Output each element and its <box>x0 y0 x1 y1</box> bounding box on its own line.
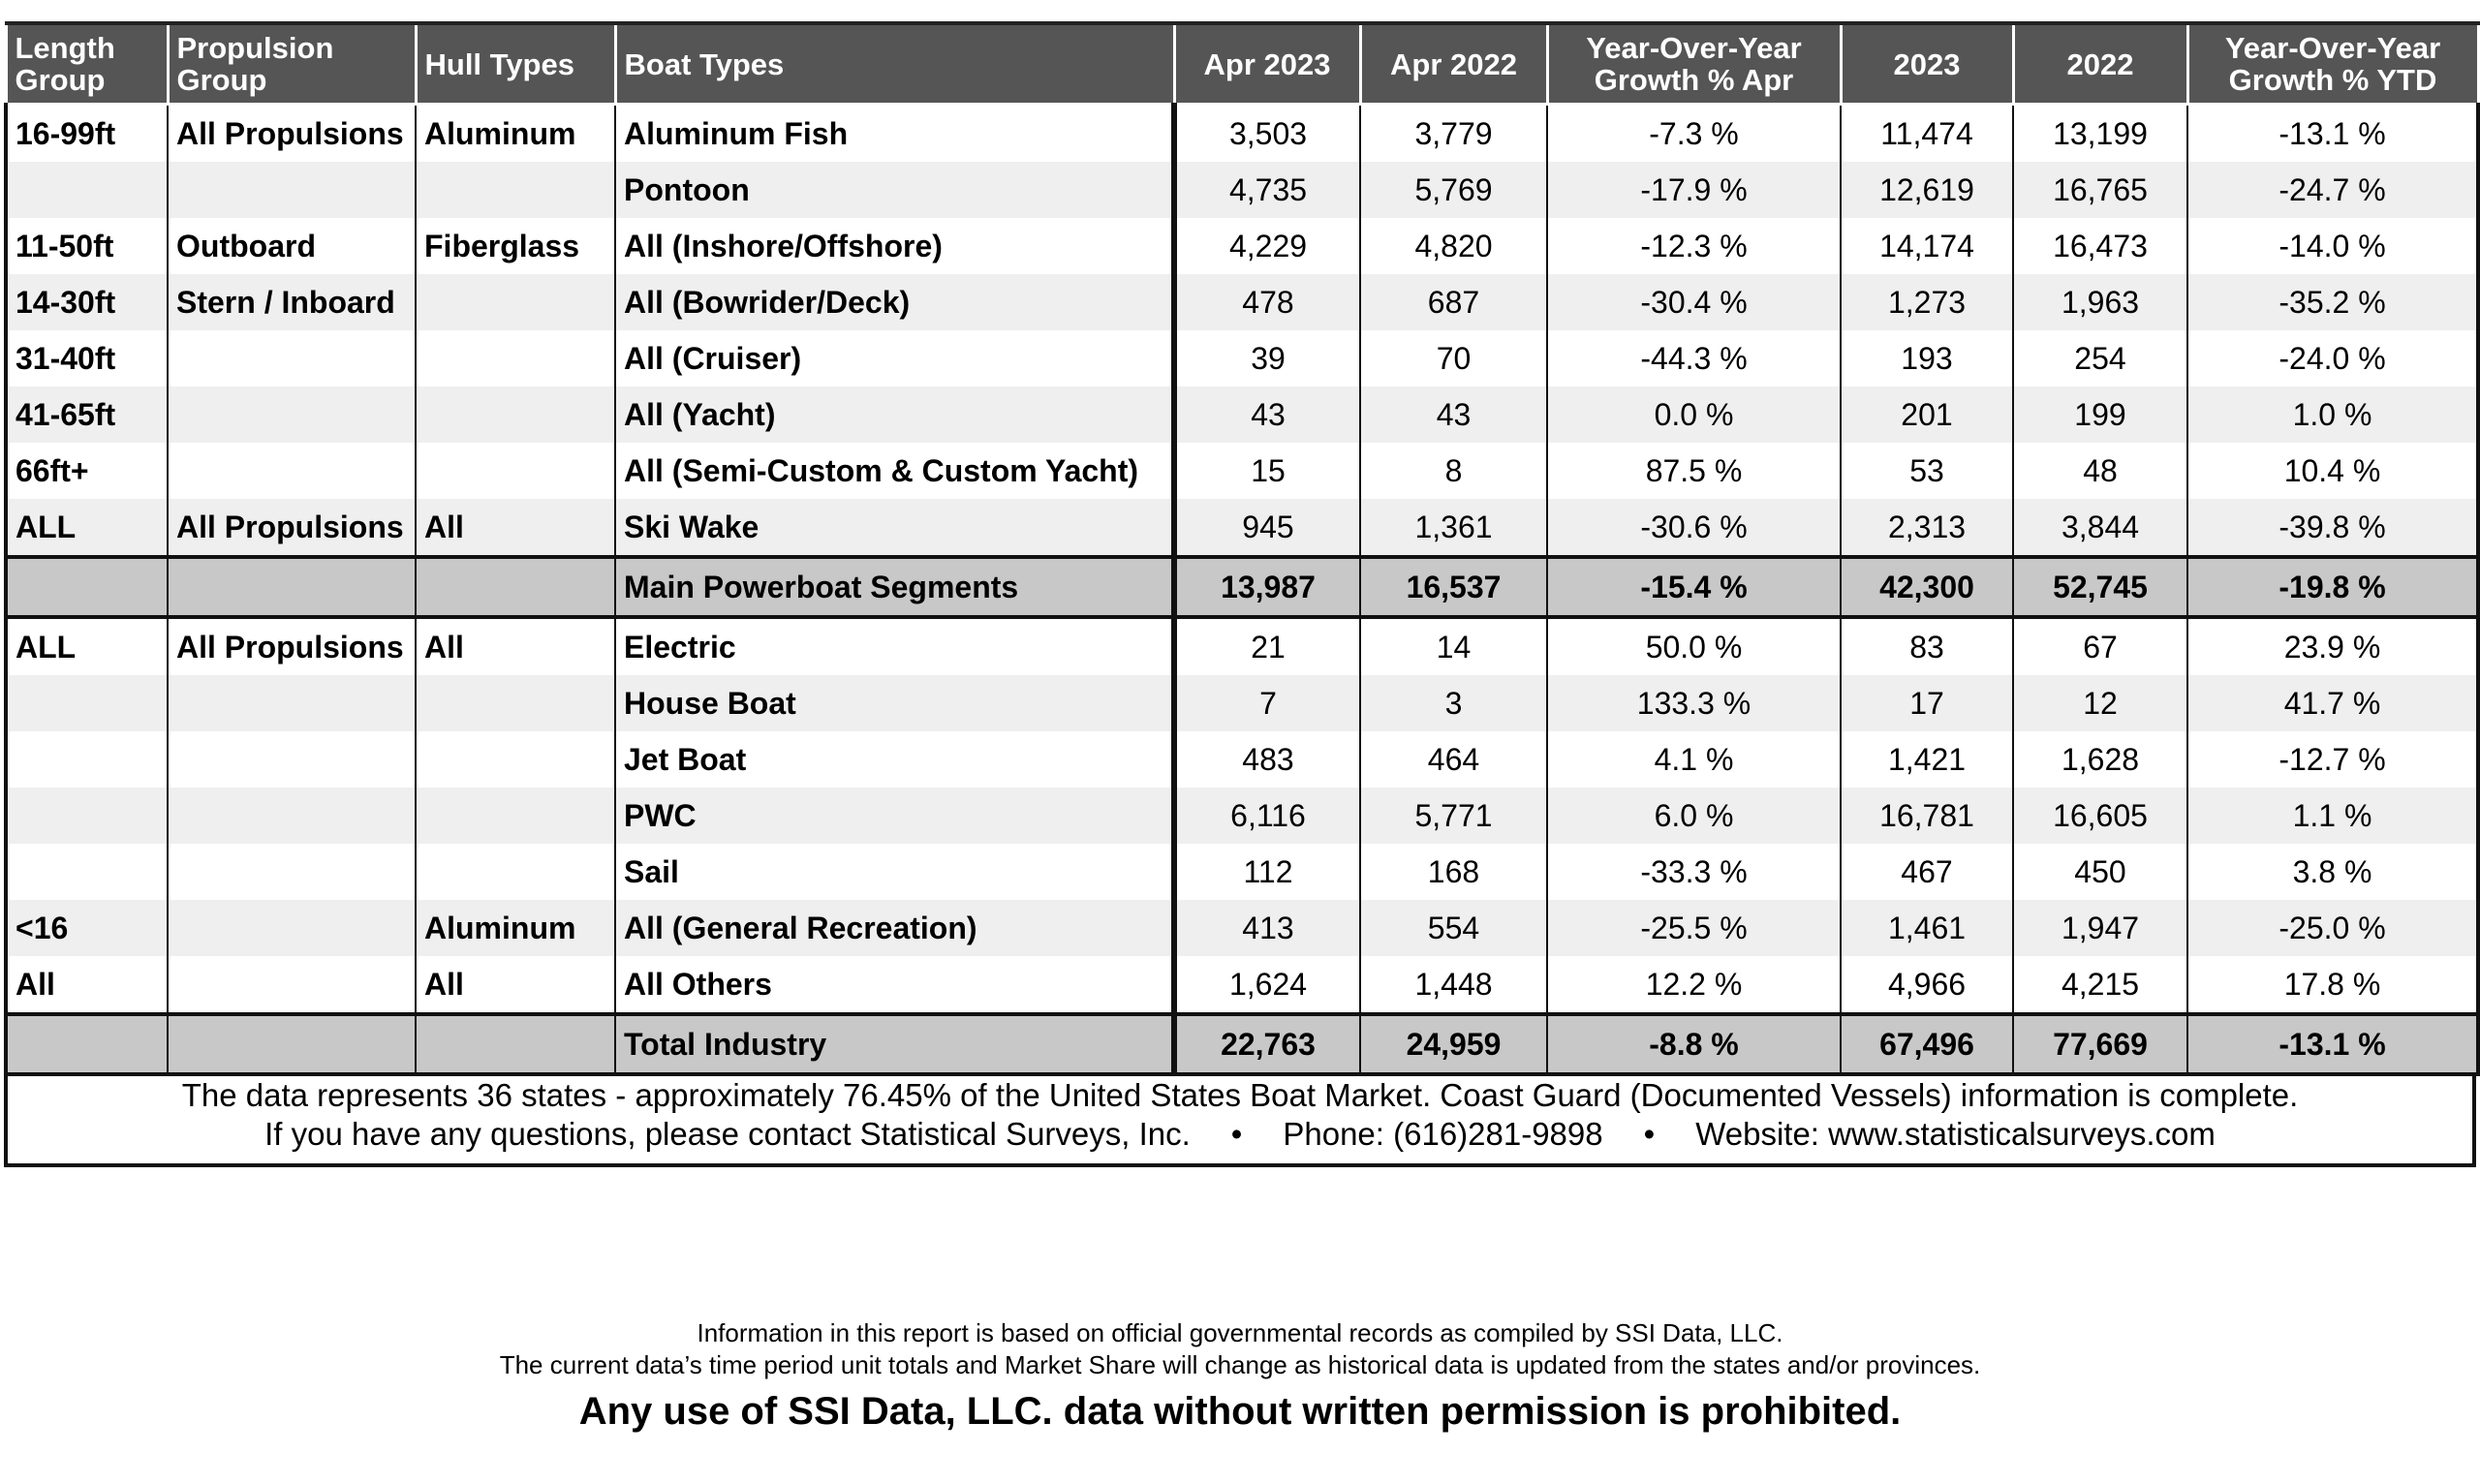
cell-yoy-growth-apr: 133.3 % <box>1547 675 1841 731</box>
table-row <box>6 675 2478 731</box>
cell-length-group: 66ft+ <box>6 443 168 499</box>
summary-ytd-2023: 42,300 <box>1841 557 2013 617</box>
cell-length-group <box>6 844 168 900</box>
summary-apr-2023: 22,763 <box>1174 1014 1360 1074</box>
cell-boat-type: All (Semi-Custom & Custom Yacht) <box>615 443 1174 499</box>
cell-ytd-2023: 17 <box>1841 675 2013 731</box>
cell-ytd-2022: 16,473 <box>2013 218 2187 274</box>
cell-hull-type: All <box>416 956 615 1014</box>
cell-boat-type: Pontoon <box>615 162 1174 218</box>
cell-boat-type: PWC <box>615 788 1174 844</box>
cell-ytd-2023: 2,313 <box>1841 499 2013 557</box>
header-ytd-2023: 2023 <box>1841 23 2013 105</box>
summary-yoy-growth-apr: -8.8 % <box>1547 1014 1841 1074</box>
cell-yoy-growth-apr: -17.9 % <box>1547 162 1841 218</box>
table-row <box>6 105 2478 163</box>
cell-yoy-growth-ytd: -24.7 % <box>2187 162 2478 218</box>
cell-yoy-growth-apr: -30.6 % <box>1547 499 1841 557</box>
cell-ytd-2023: 53 <box>1841 443 2013 499</box>
cell-apr-2022: 464 <box>1360 731 1547 788</box>
cell-apr-2022: 5,771 <box>1360 788 1547 844</box>
cell-length-group: ALL <box>6 617 168 675</box>
cell-apr-2022: 4,820 <box>1360 218 1547 274</box>
cell-length-group <box>6 675 168 731</box>
header-yoy-growth-apr: Year-Over-Year Growth % Apr <box>1547 23 1841 105</box>
header-ytd-2022: 2022 <box>2013 23 2187 105</box>
cell-ytd-2022: 1,628 <box>2013 731 2187 788</box>
cell-ytd-2023: 11,474 <box>1841 105 2013 163</box>
cell-yoy-growth-ytd: 1.1 % <box>2187 788 2478 844</box>
cell-hull-type: All <box>416 499 615 557</box>
cell-length-group: ALL <box>6 499 168 557</box>
header-apr-2023: Apr 2023 <box>1174 23 1360 105</box>
cell-boat-type: Electric <box>615 617 1174 675</box>
cell-propulsion-group <box>168 386 416 443</box>
cell-ytd-2023: 14,174 <box>1841 218 2013 274</box>
cell-yoy-growth-ytd: 17.8 % <box>2187 956 2478 1014</box>
cell-apr-2022: 168 <box>1360 844 1547 900</box>
cell-yoy-growth-apr: 50.0 % <box>1547 617 1841 675</box>
summary-blank-cell <box>6 1014 168 1074</box>
cell-hull-type: All <box>416 617 615 675</box>
cell-boat-type: House Boat <box>615 675 1174 731</box>
table-row <box>6 162 2478 218</box>
summary-row-total-industry <box>6 1014 2478 1074</box>
summary-blank-cell <box>168 557 416 617</box>
footer-update-line: The current data’s time period unit totals and Market Share will change as historical data is updated from the states and/or provinces. <box>499 1350 1981 1379</box>
cell-propulsion-group <box>168 900 416 956</box>
cell-length-group: 14-30ft <box>6 274 168 330</box>
cell-hull-type <box>416 844 615 900</box>
cell-yoy-growth-ytd: 10.4 % <box>2187 443 2478 499</box>
cell-yoy-growth-apr: -30.4 % <box>1547 274 1841 330</box>
cell-apr-2023: 4,735 <box>1174 162 1360 218</box>
cell-boat-type: All (Inshore/Offshore) <box>615 218 1174 274</box>
cell-length-group <box>6 788 168 844</box>
summary-blank-cell <box>416 557 615 617</box>
cell-length-group: All <box>6 956 168 1014</box>
cell-ytd-2023: 16,781 <box>1841 788 2013 844</box>
bullet-separator: • <box>1643 1116 1656 1152</box>
cell-apr-2023: 39 <box>1174 330 1360 386</box>
cell-yoy-growth-ytd: -14.0 % <box>2187 218 2478 274</box>
cell-ytd-2023: 1,273 <box>1841 274 2013 330</box>
cell-ytd-2022: 16,765 <box>2013 162 2187 218</box>
cell-boat-type: All (General Recreation) <box>615 900 1174 956</box>
cell-ytd-2022: 67 <box>2013 617 2187 675</box>
cell-apr-2022: 687 <box>1360 274 1547 330</box>
cell-hull-type <box>416 386 615 443</box>
footer-permission-warning: Any use of SSI Data, LLC. data without written permission is prohibited. <box>578 1390 1902 1433</box>
cell-apr-2023: 21 <box>1174 617 1360 675</box>
cell-apr-2023: 483 <box>1174 731 1360 788</box>
cell-propulsion-group <box>168 443 416 499</box>
cell-propulsion-group <box>168 844 416 900</box>
cell-apr-2022: 3 <box>1360 675 1547 731</box>
contact-text: If you have any questions, please contact Statistical Surveys, Inc. <box>264 1116 1191 1152</box>
cell-yoy-growth-apr: 0.0 % <box>1547 386 1841 443</box>
cell-apr-2023: 112 <box>1174 844 1360 900</box>
table-row <box>6 330 2478 386</box>
cell-hull-type <box>416 274 615 330</box>
table-row <box>6 386 2478 443</box>
cell-apr-2022: 3,779 <box>1360 105 1547 163</box>
summary-yoy-growth-ytd: -13.1 % <box>2187 1014 2478 1074</box>
cell-propulsion-group <box>168 731 416 788</box>
cell-ytd-2022: 199 <box>2013 386 2187 443</box>
table-row <box>6 956 2478 1014</box>
phone-text: Phone: (616)281-9898 <box>1283 1116 1603 1152</box>
coverage-note-text: The data represents 36 states - approximately 76.45% of the United States Boat Market. Coast Guard (Documented Vessels) information is complete. <box>181 1077 2299 1113</box>
table-row <box>6 731 2478 788</box>
cell-apr-2022: 14 <box>1360 617 1547 675</box>
cell-apr-2023: 1,624 <box>1174 956 1360 1014</box>
summary-blank-cell <box>168 1014 416 1074</box>
cell-yoy-growth-ytd: 1.0 % <box>2187 386 2478 443</box>
cell-apr-2023: 945 <box>1174 499 1360 557</box>
cell-ytd-2022: 16,605 <box>2013 788 2187 844</box>
cell-hull-type <box>416 675 615 731</box>
cell-hull-type <box>416 443 615 499</box>
cell-hull-type: Aluminum <box>416 900 615 956</box>
summary-blank-cell <box>416 1014 615 1074</box>
website-text: Website: www.statisticalsurveys.com <box>1695 1116 2216 1152</box>
cell-yoy-growth-apr: 87.5 % <box>1547 443 1841 499</box>
cell-length-group: <16 <box>6 900 168 956</box>
cell-propulsion-group: Stern / Inboard <box>168 274 416 330</box>
cell-ytd-2023: 1,421 <box>1841 731 2013 788</box>
cell-apr-2023: 15 <box>1174 443 1360 499</box>
summary-ytd-2022: 77,669 <box>2013 1014 2187 1074</box>
summary-ytd-2023: 67,496 <box>1841 1014 2013 1074</box>
cell-boat-type: All (Bowrider/Deck) <box>615 274 1174 330</box>
cell-boat-type: Jet Boat <box>615 731 1174 788</box>
cell-ytd-2023: 467 <box>1841 844 2013 900</box>
cell-apr-2022: 5,769 <box>1360 162 1547 218</box>
cell-apr-2023: 7 <box>1174 675 1360 731</box>
header-propulsion-group: Propulsion Group <box>168 23 416 105</box>
cell-yoy-growth-ytd: -12.7 % <box>2187 731 2478 788</box>
cell-apr-2022: 1,361 <box>1360 499 1547 557</box>
footer-source-line: Information in this report is based on official governmental records as compiled by SSI Data, LLC. <box>697 1318 1783 1347</box>
cell-propulsion-group <box>168 162 416 218</box>
cell-propulsion-group: Outboard <box>168 218 416 274</box>
contact-line <box>8 1115 2472 1154</box>
cell-hull-type <box>416 731 615 788</box>
cell-ytd-2022: 450 <box>2013 844 2187 900</box>
cell-apr-2023: 3,503 <box>1174 105 1360 163</box>
table-row <box>6 900 2478 956</box>
cell-propulsion-group: All Propulsions <box>168 499 416 557</box>
table-row <box>6 218 2478 274</box>
summary-row-main-powerboat <box>6 557 2478 617</box>
header-yoy-growth-ytd: Year-Over-Year Growth % YTD <box>2187 23 2478 105</box>
cell-ytd-2022: 13,199 <box>2013 105 2187 163</box>
cell-ytd-2022: 4,215 <box>2013 956 2187 1014</box>
cell-yoy-growth-apr: 12.2 % <box>1547 956 1841 1014</box>
cell-apr-2022: 1,448 <box>1360 956 1547 1014</box>
cell-ytd-2023: 201 <box>1841 386 2013 443</box>
table-body <box>6 105 2478 1075</box>
cell-apr-2023: 4,229 <box>1174 218 1360 274</box>
cell-hull-type <box>416 330 615 386</box>
summary-label: Total Industry <box>615 1014 1174 1074</box>
cell-ytd-2023: 193 <box>1841 330 2013 386</box>
bullet-separator: • <box>1230 1116 1243 1152</box>
table-row <box>6 274 2478 330</box>
cell-length-group: 31-40ft <box>6 330 168 386</box>
cell-ytd-2022: 3,844 <box>2013 499 2187 557</box>
cell-propulsion-group <box>168 788 416 844</box>
table-row <box>6 443 2478 499</box>
cell-yoy-growth-ytd: -35.2 % <box>2187 274 2478 330</box>
cell-hull-type <box>416 788 615 844</box>
cell-ytd-2023: 83 <box>1841 617 2013 675</box>
summary-apr-2023: 13,987 <box>1174 557 1360 617</box>
cell-hull-type: Fiberglass <box>416 218 615 274</box>
cell-boat-type: Aluminum Fish <box>615 105 1174 163</box>
table-row <box>6 499 2478 557</box>
cell-length-group <box>6 162 168 218</box>
cell-length-group: 11-50ft <box>6 218 168 274</box>
cell-apr-2022: 554 <box>1360 900 1547 956</box>
cell-propulsion-group: All Propulsions <box>168 105 416 163</box>
cell-boat-type: Sail <box>615 844 1174 900</box>
table-row <box>6 617 2478 675</box>
cell-propulsion-group: All Propulsions <box>168 617 416 675</box>
cell-yoy-growth-ytd: -25.0 % <box>2187 900 2478 956</box>
cell-ytd-2022: 12 <box>2013 675 2187 731</box>
cell-boat-type: All (Yacht) <box>615 386 1174 443</box>
cell-propulsion-group <box>168 675 416 731</box>
summary-yoy-growth-ytd: -19.8 % <box>2187 557 2478 617</box>
data-coverage-note <box>4 1076 2476 1167</box>
cell-boat-type: All (Cruiser) <box>615 330 1174 386</box>
cell-boat-type: All Others <box>615 956 1174 1014</box>
cell-apr-2022: 70 <box>1360 330 1547 386</box>
cell-ytd-2023: 1,461 <box>1841 900 2013 956</box>
header-boat-types: Boat Types <box>615 23 1174 105</box>
header-hull-types: Hull Types <box>416 23 615 105</box>
cell-propulsion-group <box>168 956 416 1014</box>
summary-label: Main Powerboat Segments <box>615 557 1174 617</box>
table-row <box>6 788 2478 844</box>
cell-yoy-growth-ytd: 3.8 % <box>2187 844 2478 900</box>
cell-yoy-growth-apr: -7.3 % <box>1547 105 1841 163</box>
cell-yoy-growth-ytd: 41.7 % <box>2187 675 2478 731</box>
cell-ytd-2023: 4,966 <box>1841 956 2013 1014</box>
cell-ytd-2022: 254 <box>2013 330 2187 386</box>
cell-ytd-2023: 12,619 <box>1841 162 2013 218</box>
cell-apr-2023: 478 <box>1174 274 1360 330</box>
boat-registration-table <box>4 21 2480 1076</box>
header-length-group: Length Group <box>6 23 168 105</box>
cell-yoy-growth-ytd: -13.1 % <box>2187 105 2478 163</box>
cell-apr-2023: 43 <box>1174 386 1360 443</box>
cell-yoy-growth-ytd: -39.8 % <box>2187 499 2478 557</box>
cell-yoy-growth-ytd: 23.9 % <box>2187 617 2478 675</box>
cell-ytd-2022: 1,947 <box>2013 900 2187 956</box>
summary-yoy-growth-apr: -15.4 % <box>1547 557 1841 617</box>
summary-apr-2022: 24,959 <box>1360 1014 1547 1074</box>
cell-apr-2022: 43 <box>1360 386 1547 443</box>
cell-yoy-growth-apr: 4.1 % <box>1547 731 1841 788</box>
cell-yoy-growth-apr: -33.3 % <box>1547 844 1841 900</box>
cell-yoy-growth-apr: -12.3 % <box>1547 218 1841 274</box>
cell-length-group: 16-99ft <box>6 105 168 163</box>
cell-ytd-2022: 1,963 <box>2013 274 2187 330</box>
cell-ytd-2022: 48 <box>2013 443 2187 499</box>
cell-boat-type: Ski Wake <box>615 499 1174 557</box>
cell-yoy-growth-apr: 6.0 % <box>1547 788 1841 844</box>
cell-yoy-growth-apr: -44.3 % <box>1547 330 1841 386</box>
cell-propulsion-group <box>168 330 416 386</box>
summary-blank-cell <box>6 557 168 617</box>
summary-apr-2022: 16,537 <box>1360 557 1547 617</box>
cell-apr-2023: 6,116 <box>1174 788 1360 844</box>
summary-ytd-2022: 52,745 <box>2013 557 2187 617</box>
table-header-row <box>6 23 2478 105</box>
cell-length-group: 41-65ft <box>6 386 168 443</box>
cell-length-group <box>6 731 168 788</box>
cell-hull-type <box>416 162 615 218</box>
report-footer <box>0 1317 2480 1436</box>
cell-yoy-growth-ytd: -24.0 % <box>2187 330 2478 386</box>
cell-apr-2023: 413 <box>1174 900 1360 956</box>
header-apr-2022: Apr 2022 <box>1360 23 1547 105</box>
cell-hull-type: Aluminum <box>416 105 615 163</box>
cell-yoy-growth-apr: -25.5 % <box>1547 900 1841 956</box>
table-row <box>6 844 2478 900</box>
cell-apr-2022: 8 <box>1360 443 1547 499</box>
